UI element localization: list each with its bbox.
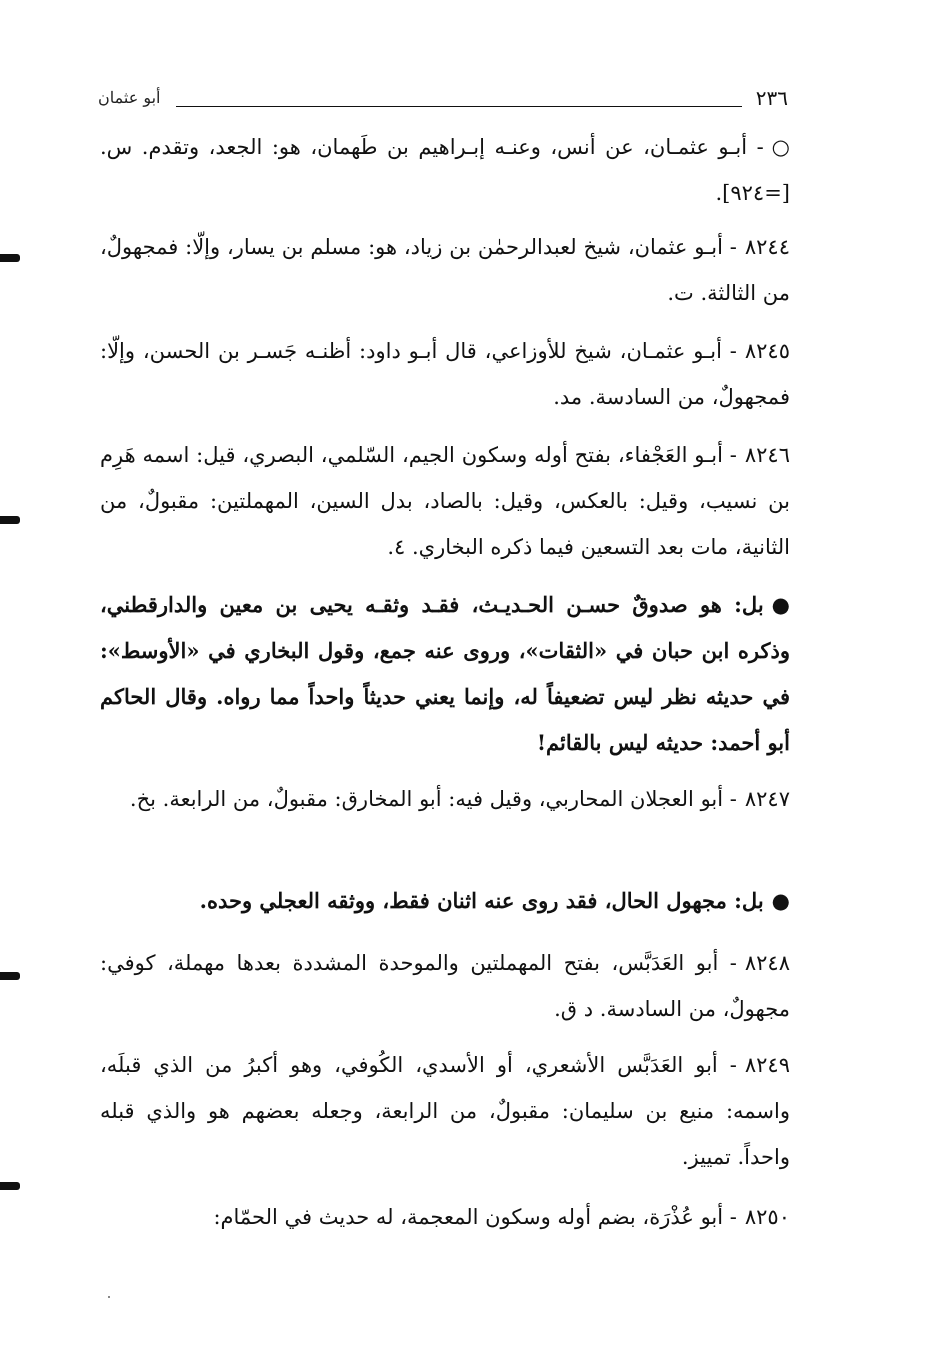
- circle-marker-icon: ○: [771, 135, 790, 159]
- entry-number: ٨٢٤٥: [744, 339, 790, 363]
- entry-number: ٨٢٤٧: [744, 787, 790, 811]
- entry-8244: [100, 224, 790, 316]
- bullet-icon: ●: [771, 888, 790, 913]
- entry-number: ٨٢٥٠: [744, 1205, 790, 1229]
- running-header: [98, 84, 788, 114]
- binding-mark: [0, 254, 20, 262]
- entry-text: - أبـو عثمـان، عن أنس، وعنـه إبـراهيم بن طَهمان، هو: الجعد، وتقدم. س. [=٩٢٤].: [100, 135, 790, 205]
- entry-number: ٨٢٤٦: [744, 443, 790, 467]
- entry-8250: [100, 1194, 790, 1240]
- entry-text: - أبـو عثمـان، شيخ للأوزاعي، قال أبـو داود: أظنـه جَسـر بن الحسن، وإلّا: فمجهولٌ، من السادسة. مد.: [100, 339, 790, 409]
- binding-mark: [0, 516, 20, 524]
- entry-number: ٨٢٤٤: [744, 235, 790, 259]
- entry-number: ٨٢٤٩: [744, 1053, 790, 1077]
- scan-speck: [108, 1296, 110, 1298]
- comment-text: بل: هو صدوقٌ حسـن الحـديـث، فقـد وثقـه يحيى بن معين والدارقطني، وذكره ابن حبان في «الثقات»، وروى عنه جمع، وقول البخاري في «الأوسط»: في حديثه نظر ليس تضعيفاً له، وإنما يعني حديثاً واحداً مما رواه. وقال الحاكم أبو أحمد: حديثه ليس بالقائم!: [100, 592, 790, 755]
- running-title: أبو عثمان: [98, 88, 161, 107]
- comment-8247: [100, 878, 790, 924]
- header-rule: [176, 106, 742, 107]
- page-number: ٢٣٦: [755, 86, 788, 110]
- entry-text: - أبـو عثمان، شيخ لعبدالرحمٰن بن زياد، هو: مسلم بن يسار، وإلّا: فمجهولٌ، من الثالثة. ت.: [100, 235, 790, 305]
- entry-8246: [100, 432, 790, 570]
- binding-mark: [0, 1182, 20, 1190]
- entry-8245: [100, 328, 790, 420]
- entry-text: - أبو عُذْرَة، بضم أوله وسكون المعجمة، له حديث في الحمّام:: [213, 1205, 737, 1229]
- entry-number: ٨٢٤٨: [744, 951, 790, 975]
- entry-8248: [100, 940, 790, 1032]
- entry-text: - أبو العجلان المحاربي، وقيل فيه: أبو المخارق: مقبولٌ، من الرابعة. بخ.: [129, 787, 737, 811]
- entry-8249: [100, 1042, 790, 1180]
- entry-text: - أبـو العَجْفاء، بفتح أوله وسكون الجيم، السّلمي، البصري، قيل: اسمه هَرِم بن نسيب، وقيل: بالعكس، وقيل: بالصاد، بدل السين، المهملتين: مقبولٌ، من الثانية، مات بعد التسعين فيما ذكره البخاري. ٤.: [100, 443, 790, 559]
- entry-continuation: [100, 124, 790, 216]
- comment-8246: [100, 582, 790, 766]
- entry-text: - أبو العَدَبَّس الأشعري، أو الأسدي، الكُوفي، وهو أكبرُ من الذي قبلَه، واسمه: منيع بن سليمان: مقبولٌ، من الرابعة، وجعله بعضهم هو والذي قبله واحداً. تمييز.: [100, 1053, 790, 1169]
- binding-mark: [0, 972, 20, 980]
- comment-text: بل: مجهول الحال، فقد روى عنه اثنان فقط، ووثقه العجلي وحده.: [199, 888, 764, 913]
- entry-text: - أبو العَدَبَّس، بفتح المهملتين والموحدة المشددة بعدها مهملة، كوفي: مجهولٌ، من السادسة. د ق.: [100, 951, 790, 1021]
- entry-8247: [100, 776, 790, 822]
- bullet-icon: ●: [771, 592, 790, 617]
